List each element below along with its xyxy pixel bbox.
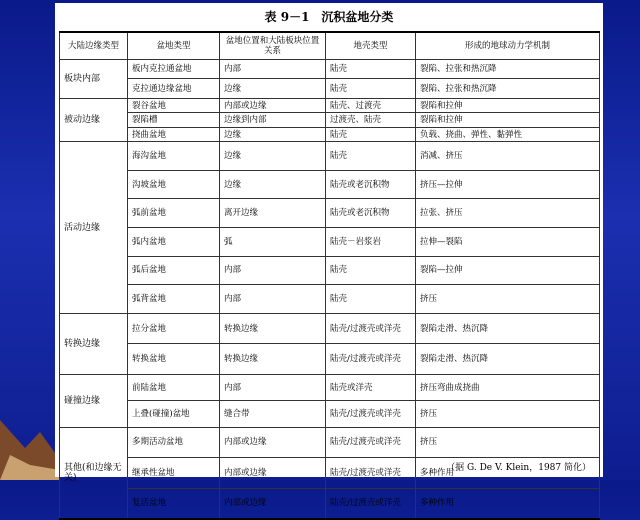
basin-type-cell: 多期活动盆地 bbox=[128, 427, 220, 458]
crust-type-cell: 陆壳 bbox=[326, 285, 416, 314]
crust-type-cell: 陆壳 bbox=[326, 256, 416, 285]
position-cell: 内部或边缘 bbox=[220, 458, 326, 489]
basin-type-cell: 复活盆地 bbox=[128, 488, 220, 519]
margin-type-cell: 板块内部 bbox=[60, 60, 128, 99]
basin-type-cell: 弧前盆地 bbox=[128, 199, 220, 228]
position-cell: 离开边缘 bbox=[220, 199, 326, 228]
position-cell: 边缘到内部 bbox=[220, 113, 326, 128]
mechanism-cell: 挤压—拉伸 bbox=[416, 170, 600, 199]
crust-type-cell: 陆壳/过渡壳或洋壳 bbox=[326, 344, 416, 375]
header-mechanism: 形成的地球动力学机制 bbox=[416, 32, 600, 60]
position-cell: 缝合带 bbox=[220, 401, 326, 427]
table-row bbox=[60, 170, 600, 199]
position-cell: 内部 bbox=[220, 285, 326, 314]
basin-type-cell: 继承性盆地 bbox=[128, 458, 220, 489]
crust-type-cell: 陆壳、过渡壳 bbox=[326, 98, 416, 113]
mechanism-cell: 多种作用 bbox=[416, 458, 600, 489]
basin-type-cell: 裂陷槽 bbox=[128, 113, 220, 128]
crust-type-cell: 陆壳 bbox=[326, 127, 416, 142]
position-cell: 转换边缘 bbox=[220, 313, 326, 344]
mechanism-cell: 挤压 bbox=[416, 401, 600, 427]
table-body bbox=[60, 60, 600, 519]
crust-type-cell: 过渡壳、陆壳 bbox=[326, 113, 416, 128]
margin-type-cell: 其他(和边缘无关) bbox=[60, 427, 128, 519]
basin-type-cell: 沟坡盆地 bbox=[128, 170, 220, 199]
basin-type-cell: 挠曲盆地 bbox=[128, 127, 220, 142]
margin-type-cell: 碰撞边缘 bbox=[60, 375, 128, 428]
mechanism-cell: 挤压 bbox=[416, 285, 600, 314]
table-row bbox=[60, 79, 600, 98]
position-cell: 弧 bbox=[220, 228, 326, 257]
table-row bbox=[60, 113, 600, 128]
mechanism-cell: 裂陷和拉伸 bbox=[416, 113, 600, 128]
header-crust-type: 地壳类型 bbox=[326, 32, 416, 60]
mechanism-cell: 负载、挠曲、弹性、黏弹性 bbox=[416, 127, 600, 142]
table-row bbox=[60, 344, 600, 375]
header-margin-type: 大陆边缘类型 bbox=[60, 32, 128, 60]
crust-type-cell: 陆壳/过渡壳或洋壳 bbox=[326, 313, 416, 344]
position-cell: 边缘 bbox=[220, 79, 326, 98]
header-position: 盆地位置和大陆板块位置关系 bbox=[220, 32, 326, 60]
crust-type-cell: 陆壳或老沉积物 bbox=[326, 170, 416, 199]
table-row bbox=[60, 199, 600, 228]
source-note: （据 G. De V. Klein，1987 简化） bbox=[446, 463, 591, 473]
table-title: 表 9－1 沉积盆地分类 bbox=[264, 10, 394, 24]
mechanism-cell: 裂陷和拉伸 bbox=[416, 98, 600, 113]
basin-type-cell: 克拉通边缘盆地 bbox=[128, 79, 220, 98]
basin-type-cell: 转换盆地 bbox=[128, 344, 220, 375]
position-cell: 内部或边缘 bbox=[220, 488, 326, 519]
table-row bbox=[60, 488, 600, 519]
basin-type-cell: 海沟盆地 bbox=[128, 142, 220, 171]
table-row bbox=[60, 142, 600, 171]
position-cell: 边缘 bbox=[220, 142, 326, 171]
margin-type-cell: 被动边缘 bbox=[60, 98, 128, 142]
header-basin-type: 盆地类型 bbox=[128, 32, 220, 60]
crust-type-cell: 陆壳 bbox=[326, 142, 416, 171]
basin-type-cell: 上叠(碰撞)盆地 bbox=[128, 401, 220, 427]
basin-type-cell: 弧内盆地 bbox=[128, 228, 220, 257]
margin-type-cell: 转换边缘 bbox=[60, 313, 128, 374]
crust-type-cell: 陆壳/过渡壳或洋壳 bbox=[326, 458, 416, 489]
mechanism-cell: 挤压 bbox=[416, 427, 600, 458]
margin-type-cell: 活动边缘 bbox=[60, 142, 128, 314]
table-row bbox=[60, 427, 600, 458]
mechanism-cell: 裂陷—拉伸 bbox=[416, 256, 600, 285]
table-row bbox=[60, 98, 600, 113]
crust-type-cell: 陆壳/过渡壳或洋壳 bbox=[326, 427, 416, 458]
table-header-row bbox=[60, 32, 600, 60]
position-cell: 转换边缘 bbox=[220, 344, 326, 375]
crust-type-cell: 陆壳或老沉积物 bbox=[326, 199, 416, 228]
table-row bbox=[60, 285, 600, 314]
mechanism-cell: 消减、挤压 bbox=[416, 142, 600, 171]
crust-type-cell: 陆壳或洋壳 bbox=[326, 375, 416, 401]
position-cell: 内部 bbox=[220, 256, 326, 285]
position-cell: 内部 bbox=[220, 375, 326, 401]
table-row bbox=[60, 60, 600, 79]
mechanism-cell: 裂陷走滑、热沉降 bbox=[416, 344, 600, 375]
table-row bbox=[60, 375, 600, 401]
crust-type-cell: 陆壳 bbox=[326, 79, 416, 98]
mechanism-cell: 裂陷、拉张和热沉降 bbox=[416, 60, 600, 79]
crust-type-cell: 陆壳 bbox=[326, 60, 416, 79]
basin-type-cell: 板内克拉通盆地 bbox=[128, 60, 220, 79]
crust-type-cell: 陆壳/过渡壳或洋壳 bbox=[326, 401, 416, 427]
table-row bbox=[60, 228, 600, 257]
mechanism-cell: 多种作用 bbox=[416, 488, 600, 519]
position-cell: 内部 bbox=[220, 60, 326, 79]
mechanism-cell: 拉伸—裂陷 bbox=[416, 228, 600, 257]
table-row bbox=[60, 127, 600, 142]
mechanism-cell: 裂陷走滑、热沉降 bbox=[416, 313, 600, 344]
position-cell: 边缘 bbox=[220, 127, 326, 142]
basin-type-cell: 前陆盆地 bbox=[128, 375, 220, 401]
document-page bbox=[55, 3, 603, 509]
basin-type-cell: 裂谷盆地 bbox=[128, 98, 220, 113]
table-row bbox=[60, 256, 600, 285]
basin-classification-table bbox=[59, 31, 600, 520]
basin-type-cell: 弧后盆地 bbox=[128, 256, 220, 285]
table-row bbox=[60, 313, 600, 344]
position-cell: 内部或边缘 bbox=[220, 427, 326, 458]
crust-type-cell: 陆壳－岩浆岩 bbox=[326, 228, 416, 257]
mechanism-cell: 裂陷、拉张和热沉降 bbox=[416, 79, 600, 98]
basin-type-cell: 弧背盆地 bbox=[128, 285, 220, 314]
basin-type-cell: 拉分盆地 bbox=[128, 313, 220, 344]
mechanism-cell: 挤压弯曲成挠曲 bbox=[416, 375, 600, 401]
crust-type-cell: 陆壳/过渡壳或洋壳 bbox=[326, 488, 416, 519]
mechanism-cell: 拉张、挤压 bbox=[416, 199, 600, 228]
table-row bbox=[60, 401, 600, 427]
decorative-mountain-graphic bbox=[0, 360, 60, 480]
position-cell: 边缘 bbox=[220, 170, 326, 199]
position-cell: 内部或边缘 bbox=[220, 98, 326, 113]
